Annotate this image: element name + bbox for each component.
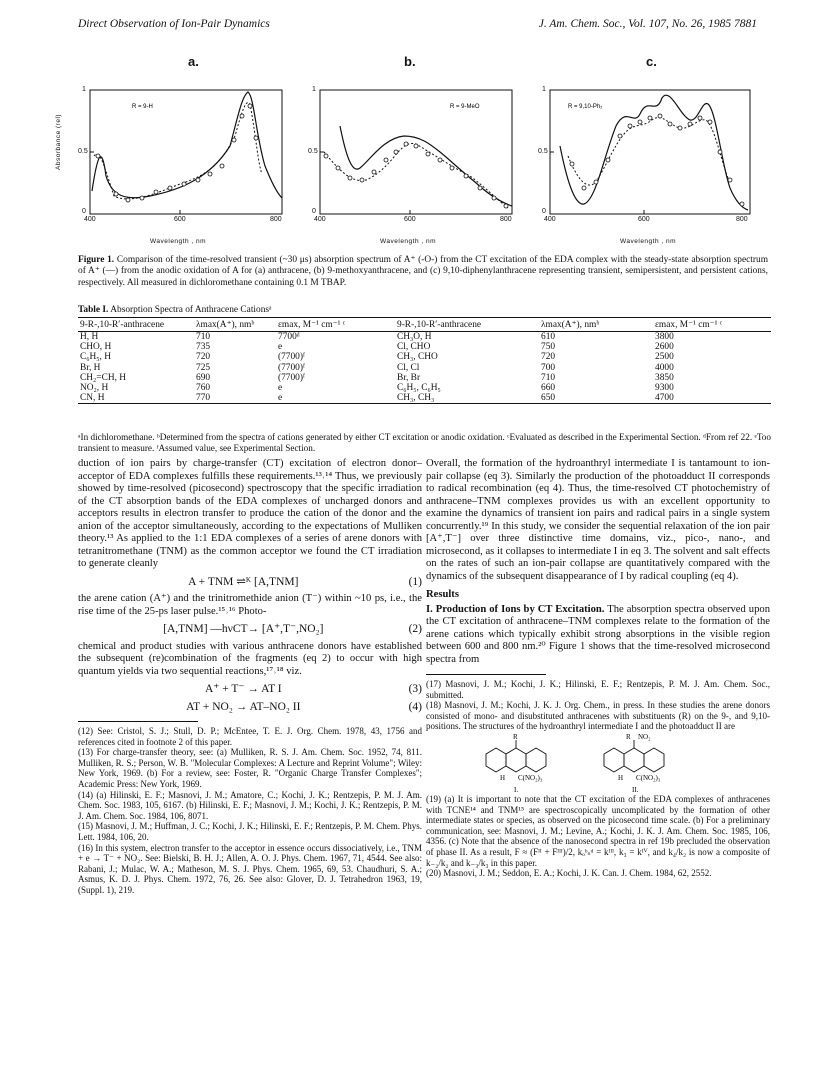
x-tick: 400 (314, 216, 326, 223)
y-tick: 0.5 (308, 148, 318, 155)
structures (426, 732, 770, 794)
y-tick: 0.5 (78, 148, 88, 155)
table-cell: 9300 (655, 383, 674, 394)
table-cell: 610 (541, 332, 556, 342)
equation-number: (4) (408, 700, 422, 713)
table-1 (78, 317, 771, 404)
equation-number: (3) (408, 683, 422, 695)
x-tick: 600 (404, 216, 416, 223)
y-tick: 0 (542, 208, 546, 215)
struct-II-label: II. (632, 785, 639, 794)
panel-c (530, 56, 770, 248)
footnote: (18) Masnovi, J. M.; Kochi, J. K. J. Org. Chem., in press. In these studies the arene donors consisted of mono- and disubstituted anthracenes with substituents (R) on the 9-, and 9,10- positions. The structures of the hydroanthryl intermediate I and the photoadduct II are (426, 700, 770, 732)
panel-b (300, 56, 530, 248)
footnote: (15) Masnovi, J. M.; Huffman, J. C.; Kochi, J. K.; Hilinski, E. F.; Rentzepis, P. M. Chem. Phys. Lett. 1984, 106, 20. (78, 821, 422, 842)
table-cell: C₆H₅, C₆H₅ (397, 383, 441, 394)
table-cell: 700 (541, 362, 556, 373)
paragraph (426, 604, 770, 667)
x-tick: 400 (84, 216, 96, 223)
structure-drawings (426, 732, 726, 794)
equation-1 (78, 576, 422, 589)
y-axis-label: Absorbance (rel) (55, 113, 62, 170)
table-cell: 4000 (655, 362, 674, 373)
table-row (78, 332, 771, 343)
right-column (426, 458, 770, 879)
structure-I-rings (486, 740, 546, 772)
panel-c-plot (530, 56, 770, 248)
table-cell: 720 (196, 352, 211, 363)
col-header: 9-R-,10-R′-anthracene (395, 318, 539, 332)
equation-number: (2) (408, 623, 422, 635)
struct-I-group: C(NO₂)₃ (518, 773, 543, 782)
struct-II-r: R (626, 732, 631, 741)
col-header: 9-R-,10-R′-anthracene (78, 318, 194, 332)
panel-legend: R = 9,10-Ph₂ (568, 104, 603, 110)
table-cell: CN, H (78, 393, 194, 404)
y-tick: 1 (542, 86, 546, 93)
table-header-row (78, 318, 771, 332)
table-cell: CH₃, CH₃ (395, 393, 539, 404)
table-footnotes: ᵃIn dichloromethane. ᵇDetermined from the spectra of cations generated by either CT excitation or anodic oxidation. ᶜEvaluated as described in the Experimental Section. ᵈFrom ref 22. ᵉToo transient to measure. ᶠAssumed value, see Experimental Section. (78, 432, 771, 453)
table-cell: 660 (541, 383, 556, 394)
table-cell: CH₃O, H (397, 332, 432, 342)
col-header: λmax(A⁺), nmᵇ (539, 318, 653, 332)
struct-I-label: I. (514, 785, 519, 794)
equation-text: AT + NO₂ → AT–NO₂ II (186, 700, 301, 713)
table-cell: 760 (196, 383, 211, 394)
structure-II-rings (604, 740, 664, 772)
col-header: λmax(A⁺), nmᵇ (194, 318, 276, 332)
footnote: (13) For charge-transfer theory, see: (a) Mulliken, R. S. J. Am. Chem. Soc. 1952, 74, 811. Mulliken, R. S.; Person, W. B. "Molecular Complexes: A Lecture and Reprint Volume"; Wiley: New York, 1969. (b) For a review, see: Foster, R. "Organic Charge Transfer Complexes"; Academic Press: New York, 1969. (78, 747, 422, 789)
struct-I-h: H (500, 773, 506, 782)
table-cell: 7700ᵈ (278, 332, 300, 342)
footnote: (14) (a) Hilinski, E. F.; Masnovi, J. M.; Amatore, C.; Kochi, J. K.; Rentzepis, P. M. J. Am. Chem. Soc. 1983, 105, 6167. (b) Hilinski, E. F.; Masnovi, J. M.; Kochi, J. K.; Rentzepis, P. M. J. Am. Chem. Soc. 1984, 106, 8071. (78, 789, 422, 821)
y-tick: 0.5 (538, 148, 548, 155)
x-tick: 800 (500, 216, 512, 223)
running-header-right: J. Am. Chem. Soc., Vol. 107, No. 26, 1985 7881 (538, 18, 757, 30)
equation-number: (1) (408, 575, 422, 588)
table-title (78, 305, 272, 315)
left-column (78, 458, 422, 896)
y-tick: 1 (82, 86, 86, 93)
table-cell: H, H (80, 332, 99, 342)
table-cell: 720 (541, 352, 556, 363)
x-tick: 800 (736, 216, 748, 223)
footnote: (17) Masnovi, J. M.; Kochi, J. K.; Hilinski, E. F.; Rentzepis, P. M. J. Am. Chem. Soc., submitted. (426, 679, 770, 700)
table-cell: Cl, Cl (397, 362, 420, 373)
table-cell: e (278, 383, 283, 394)
table-cell: 2600 (655, 342, 674, 353)
x-axis-label: Wavelength , nm (150, 238, 207, 245)
table-cell: 3850 (655, 372, 674, 383)
panel-a (70, 56, 300, 248)
table-row (78, 393, 771, 404)
x-axis-label: Wavelength , nm (380, 238, 437, 245)
table-cell: CHO, H (80, 342, 112, 353)
table-cell: (7700)ᶠ (278, 362, 305, 373)
table-cell: Br, H (80, 362, 101, 373)
equation-2 (78, 623, 422, 636)
table-cell: Br, Br (397, 372, 421, 383)
footnote-divider (426, 674, 546, 675)
table-title-lead: Table I. (78, 305, 109, 315)
table-row (78, 363, 771, 373)
paragraph: Overall, the formation of the hydroanthryl intermediate I is tantamount to ion-pair collapse (eq 3). Similarly the production of the photoadduct II corresponds to radical recombination (eq 4). Thus, the time-resolved CT photochemistry of anthracene–TNM complexes provides us with an excellent opportunity to examine the dynamics of transient ion pairs and radical pairs in a single system concurrently.¹⁹ In this study, we consider the sequential relaxation of the ion pair [A⁺,T⁻] over three distinctive time domains, viz., pico-, nano-, and microsecond, as it collapses to intermediate I in eq 3. The solvent and salt effects on the rates of such an ion-pair collapse are quantitatively compared with the dynamics of the subsequent disappearance of I by radical coupling (eq 4). (426, 458, 770, 582)
table-row (78, 383, 771, 393)
footnote-divider (78, 721, 198, 722)
x-axis-label: Wavelength , nm (620, 238, 677, 245)
table-cell: 3800 (655, 332, 674, 342)
table-cell: 725 (196, 362, 211, 373)
table-cell: C₆H₅, H (80, 352, 112, 363)
struct-II-no2: NO₂ (638, 732, 651, 741)
x-tick: 600 (638, 216, 650, 223)
table-cell: CH₃, CHO (397, 352, 438, 363)
footnote: (16) In this system, electron transfer to the acceptor in essence occurs dissociatively, i.e., TNM + e → T⁻ + NO₂. See: Bielski, B. H. J.; Allen, A. O. J. Phys. Chem. 1967, 71, 4544. See also: Rabani, J.; Mulac, W. A.; Matheson, M. S. J. Phys. Chem. 1965, 69, 53. Chaudhuri, S. A.; Asmus, K. D. J. Phys. Chem. 1972, 76, 26. See also: Glover, D. J. Tetrahedron 1963, 19, (Suppl. 1), 219. (78, 842, 422, 895)
table-cell: e (276, 393, 395, 404)
footnote: (19) (a) It is important to note that the CT excitation of the EDA complexes of anthracenes with TCNE¹⁴ and TNM¹⁵ are spectroscopically uncomplicated by the formation of other intermediate states or species, as observed on the picosecond time scale. (b) For a preliminary communication, see: Masnovi, J. M.; Levine, A.; Kochi, J. K. J. Am. Chem. Soc. 1985, 106, 4356. (c) Note that the absence of the nanosecond spectra in ref 19b precluded the observation of phase II. As a result, F ≈ (Fᴵᴵ + Fᴵᴵᴵ)/2, kₒᵇₛᵈ = kᴵᴵᴵ, k₃ = kᴵⱽ, and k₄/k₂ is now a composite of k₋₂/k₂ and k₋₃/k₃ in this paper. (426, 793, 770, 868)
y-tick: 1 (312, 86, 316, 93)
col-header: εmax, M⁻¹ cm⁻¹ ᶜ (653, 318, 771, 332)
table-row (78, 352, 771, 362)
table-cell: 650 (539, 393, 653, 404)
table-title-text: Absorption Spectra of Anthracene Cationsᵃ (108, 305, 272, 315)
footnote: (12) See: Cristol, S. J.; Stull, D. P.; McEntee, T. E. J. Org. Chem. 1978, 43, 1756 and references cited in footnote 2 of this paper. (78, 726, 422, 747)
table-cell: 710 (541, 372, 556, 383)
caption-lead: Figure 1. (78, 255, 115, 265)
x-tick: 400 (544, 216, 556, 223)
y-tick: 0 (312, 208, 316, 215)
y-tick: 0 (82, 208, 86, 215)
equation-text: A + TNM ⇌ᴷ [A,TNM] (188, 575, 299, 588)
table-cell: 735 (196, 342, 211, 353)
col-header: εmax, M⁻¹ cm⁻¹ ᶜ (276, 318, 395, 332)
panel-label: b. (404, 54, 416, 69)
table-cell: NO₂, H (80, 383, 109, 394)
table-cell: CH₂=CH, H (80, 372, 127, 383)
table-row (78, 342, 771, 352)
struct-II-group: C(NO₂)₃ (636, 773, 661, 782)
results-heading: Results (426, 589, 459, 600)
struct-II-h: H (618, 773, 624, 782)
caption-text: Comparison of the time-resolved transient (~30 μs) absorption spectrum of A⁺ (-O-) from the CT excitation of the EDA complex with the steady-state absorption spectrum of A⁺ (—) from the anodic oxidation of A for (a) anthracene, (b) 9-methoxyanthracene, and (c) 9,10-diphenylanthracene representing transient, semipersistent, and persistent cations, respectively. All measured in dichloromethane containing 0.1 M TBAP. (78, 255, 768, 288)
footnote: (20) Masnovi, J. M.; Seddon, E. A.; Kochi, J. K. Can. J. Chem. 1984, 62, 2552. (426, 868, 712, 879)
panel-label: a. (188, 54, 199, 69)
table-cell: 770 (194, 393, 276, 404)
table-cell: 2500 (655, 352, 674, 363)
table-cell: (7700)ᶠ (278, 352, 305, 363)
table-row (78, 373, 771, 383)
equation-text: A⁺ + T⁻ → AT I (204, 683, 282, 695)
section-heading: I. Production of Ions by CT Excitation. (426, 603, 605, 615)
panel-legend: R = 9-H (132, 104, 153, 110)
x-tick: 600 (174, 216, 186, 223)
figure-caption (78, 255, 768, 289)
table-cell: 750 (541, 342, 556, 353)
table-cell: 690 (196, 372, 211, 383)
paragraph: chemical and product studies with various anthracene donors have established the subsequent (re)combination of the fragments (eq 2) to occur with high quantum yields via two sequential reactions,¹⁷˒¹⁸ viz. (78, 640, 422, 677)
x-tick: 800 (270, 216, 282, 223)
table-cell: 710 (196, 332, 211, 342)
table-cell: e (278, 342, 283, 353)
table-cell: 4700 (653, 393, 771, 404)
table-cell: Cl, CHO (397, 342, 431, 353)
paragraph-text: The absorption spectra observed upon the CT excitation of anthracene–TNM complexes relate to the formation of the arene cations which typically exhibit strong absorptions in the visible region between 600 and 800 nm.²⁰ Figure 1 shows that the time-resolved microsecond spectra from (426, 603, 770, 665)
paragraph: duction of ion pairs by charge-transfer (CT) excitation of electron donor–acceptor of EDA complexes fulfills these requirements.¹³˒¹⁴ Thus, we previously showed by time-resolved (picosecond) spectroscopy that the specific irradiation of the CT absorption bands of the EDA complexes of uncharged donors and acceptors results in electron transfer to produce the cation of the donor and the anion of the acceptor simultaneously, according to the expectations of Mulliken theory.¹³ As applied to the 1:1 EDA complexes of a series of arene donors with tetranitromethane (TNM) as the common acceptor we found the CT irradiation to generate cleanly (78, 458, 422, 569)
panel-legend: R = 9-MeO (450, 104, 480, 110)
table-cell: (7700)ᶠ (278, 372, 305, 383)
paragraph: the arene cation (A⁺) and the trinitromethide anion (T⁻) within ~10 ps, i.e., the rise time of the 25-ps laser pulse.¹⁵˒¹⁶ Photo- (78, 593, 422, 617)
struct-I-r: R (513, 732, 518, 741)
equation-3 (78, 683, 422, 696)
equation-text: [A,TNM] —hνCT→ [A⁺,T⁻,NO₂] (163, 623, 324, 635)
equation-4 (78, 701, 422, 714)
running-header-left: Direct Observation of Ion-Pair Dynamics (78, 18, 270, 30)
panel-label: c. (646, 54, 657, 69)
